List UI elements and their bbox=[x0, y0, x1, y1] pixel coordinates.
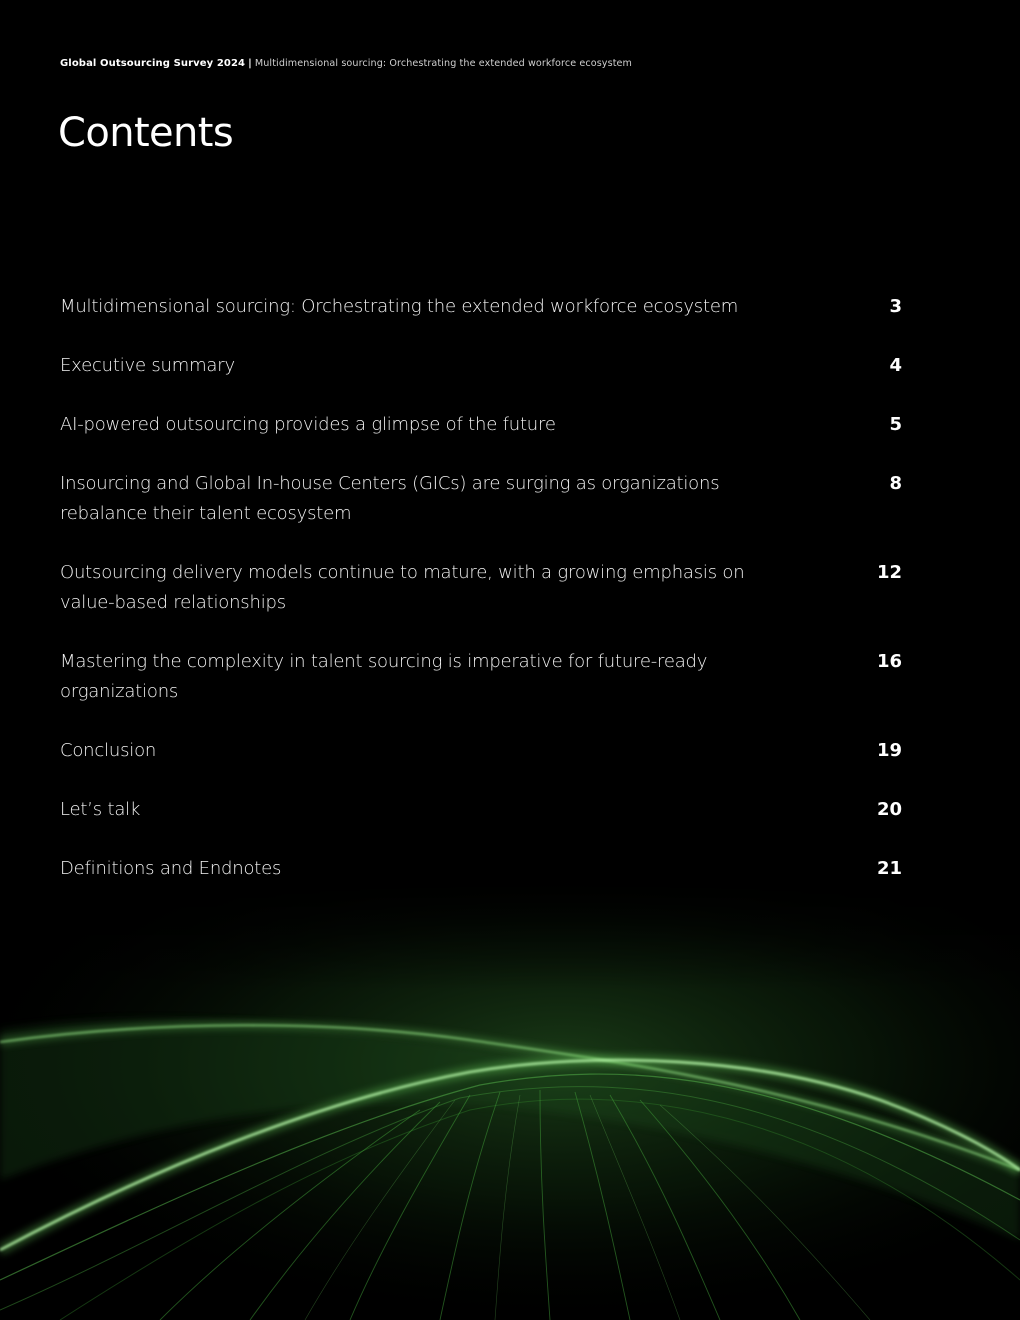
toc-entry-page[interactable]: 20 bbox=[876, 799, 902, 820]
toc-entry-page[interactable]: 16 bbox=[876, 651, 902, 672]
toc-entry[interactable] bbox=[60, 795, 902, 825]
toc-entry[interactable] bbox=[60, 410, 902, 440]
toc-entry-label[interactable]: Let’s talk bbox=[60, 799, 141, 820]
toc-entry-label[interactable]: AI-powered outsourcing provides a glimpse of the future bbox=[60, 414, 556, 435]
toc-entry-page[interactable]: 5 bbox=[889, 414, 902, 435]
toc-entry-label[interactable]: Multidimensional sourcing: Orchestrating the extended workforce ecosystem bbox=[60, 296, 739, 317]
toc-entry-page[interactable]: 19 bbox=[876, 740, 902, 761]
toc-entry-page[interactable]: 21 bbox=[876, 858, 902, 879]
toc-entry-page[interactable]: 4 bbox=[889, 355, 902, 376]
toc-entry[interactable] bbox=[60, 736, 902, 766]
header-subtitle: Multidimensional sourcing: Orchestrating the extended workforce ecosystem bbox=[254, 58, 632, 69]
toc-entry-label[interactable]: Mastering the complexity in talent sourcing is imperative for future-ready organizations bbox=[60, 651, 708, 702]
toc-entry[interactable] bbox=[60, 292, 902, 322]
green-light-streaks-artwork bbox=[0, 880, 1020, 1320]
header-brand: Global Outsourcing Survey 2024 bbox=[60, 58, 246, 69]
running-header bbox=[60, 58, 632, 69]
toc-entry[interactable] bbox=[60, 647, 902, 707]
toc-entry-label[interactable]: Executive summary bbox=[60, 355, 235, 376]
toc-entry-page[interactable]: 8 bbox=[889, 473, 902, 494]
table-of-contents bbox=[60, 292, 902, 913]
toc-entry-label[interactable]: Outsourcing delivery models continue to mature, with a growing emphasis on value-based relationships bbox=[60, 562, 745, 613]
toc-entry[interactable] bbox=[60, 558, 902, 618]
toc-entry-page[interactable]: 12 bbox=[876, 562, 902, 583]
toc-entry[interactable] bbox=[60, 351, 902, 381]
page-title: Contents bbox=[58, 110, 234, 156]
toc-entry-label[interactable]: Insourcing and Global In-house Centers (GICs) are surging as organizations rebalance their talent ecosystem bbox=[60, 473, 720, 524]
header-separator: | bbox=[248, 58, 252, 69]
toc-entry-page[interactable]: 3 bbox=[889, 296, 902, 317]
toc-entry-label[interactable]: Definitions and Endnotes bbox=[60, 858, 282, 879]
toc-entry[interactable] bbox=[60, 469, 902, 529]
toc-entry-label[interactable]: Conclusion bbox=[60, 740, 157, 761]
